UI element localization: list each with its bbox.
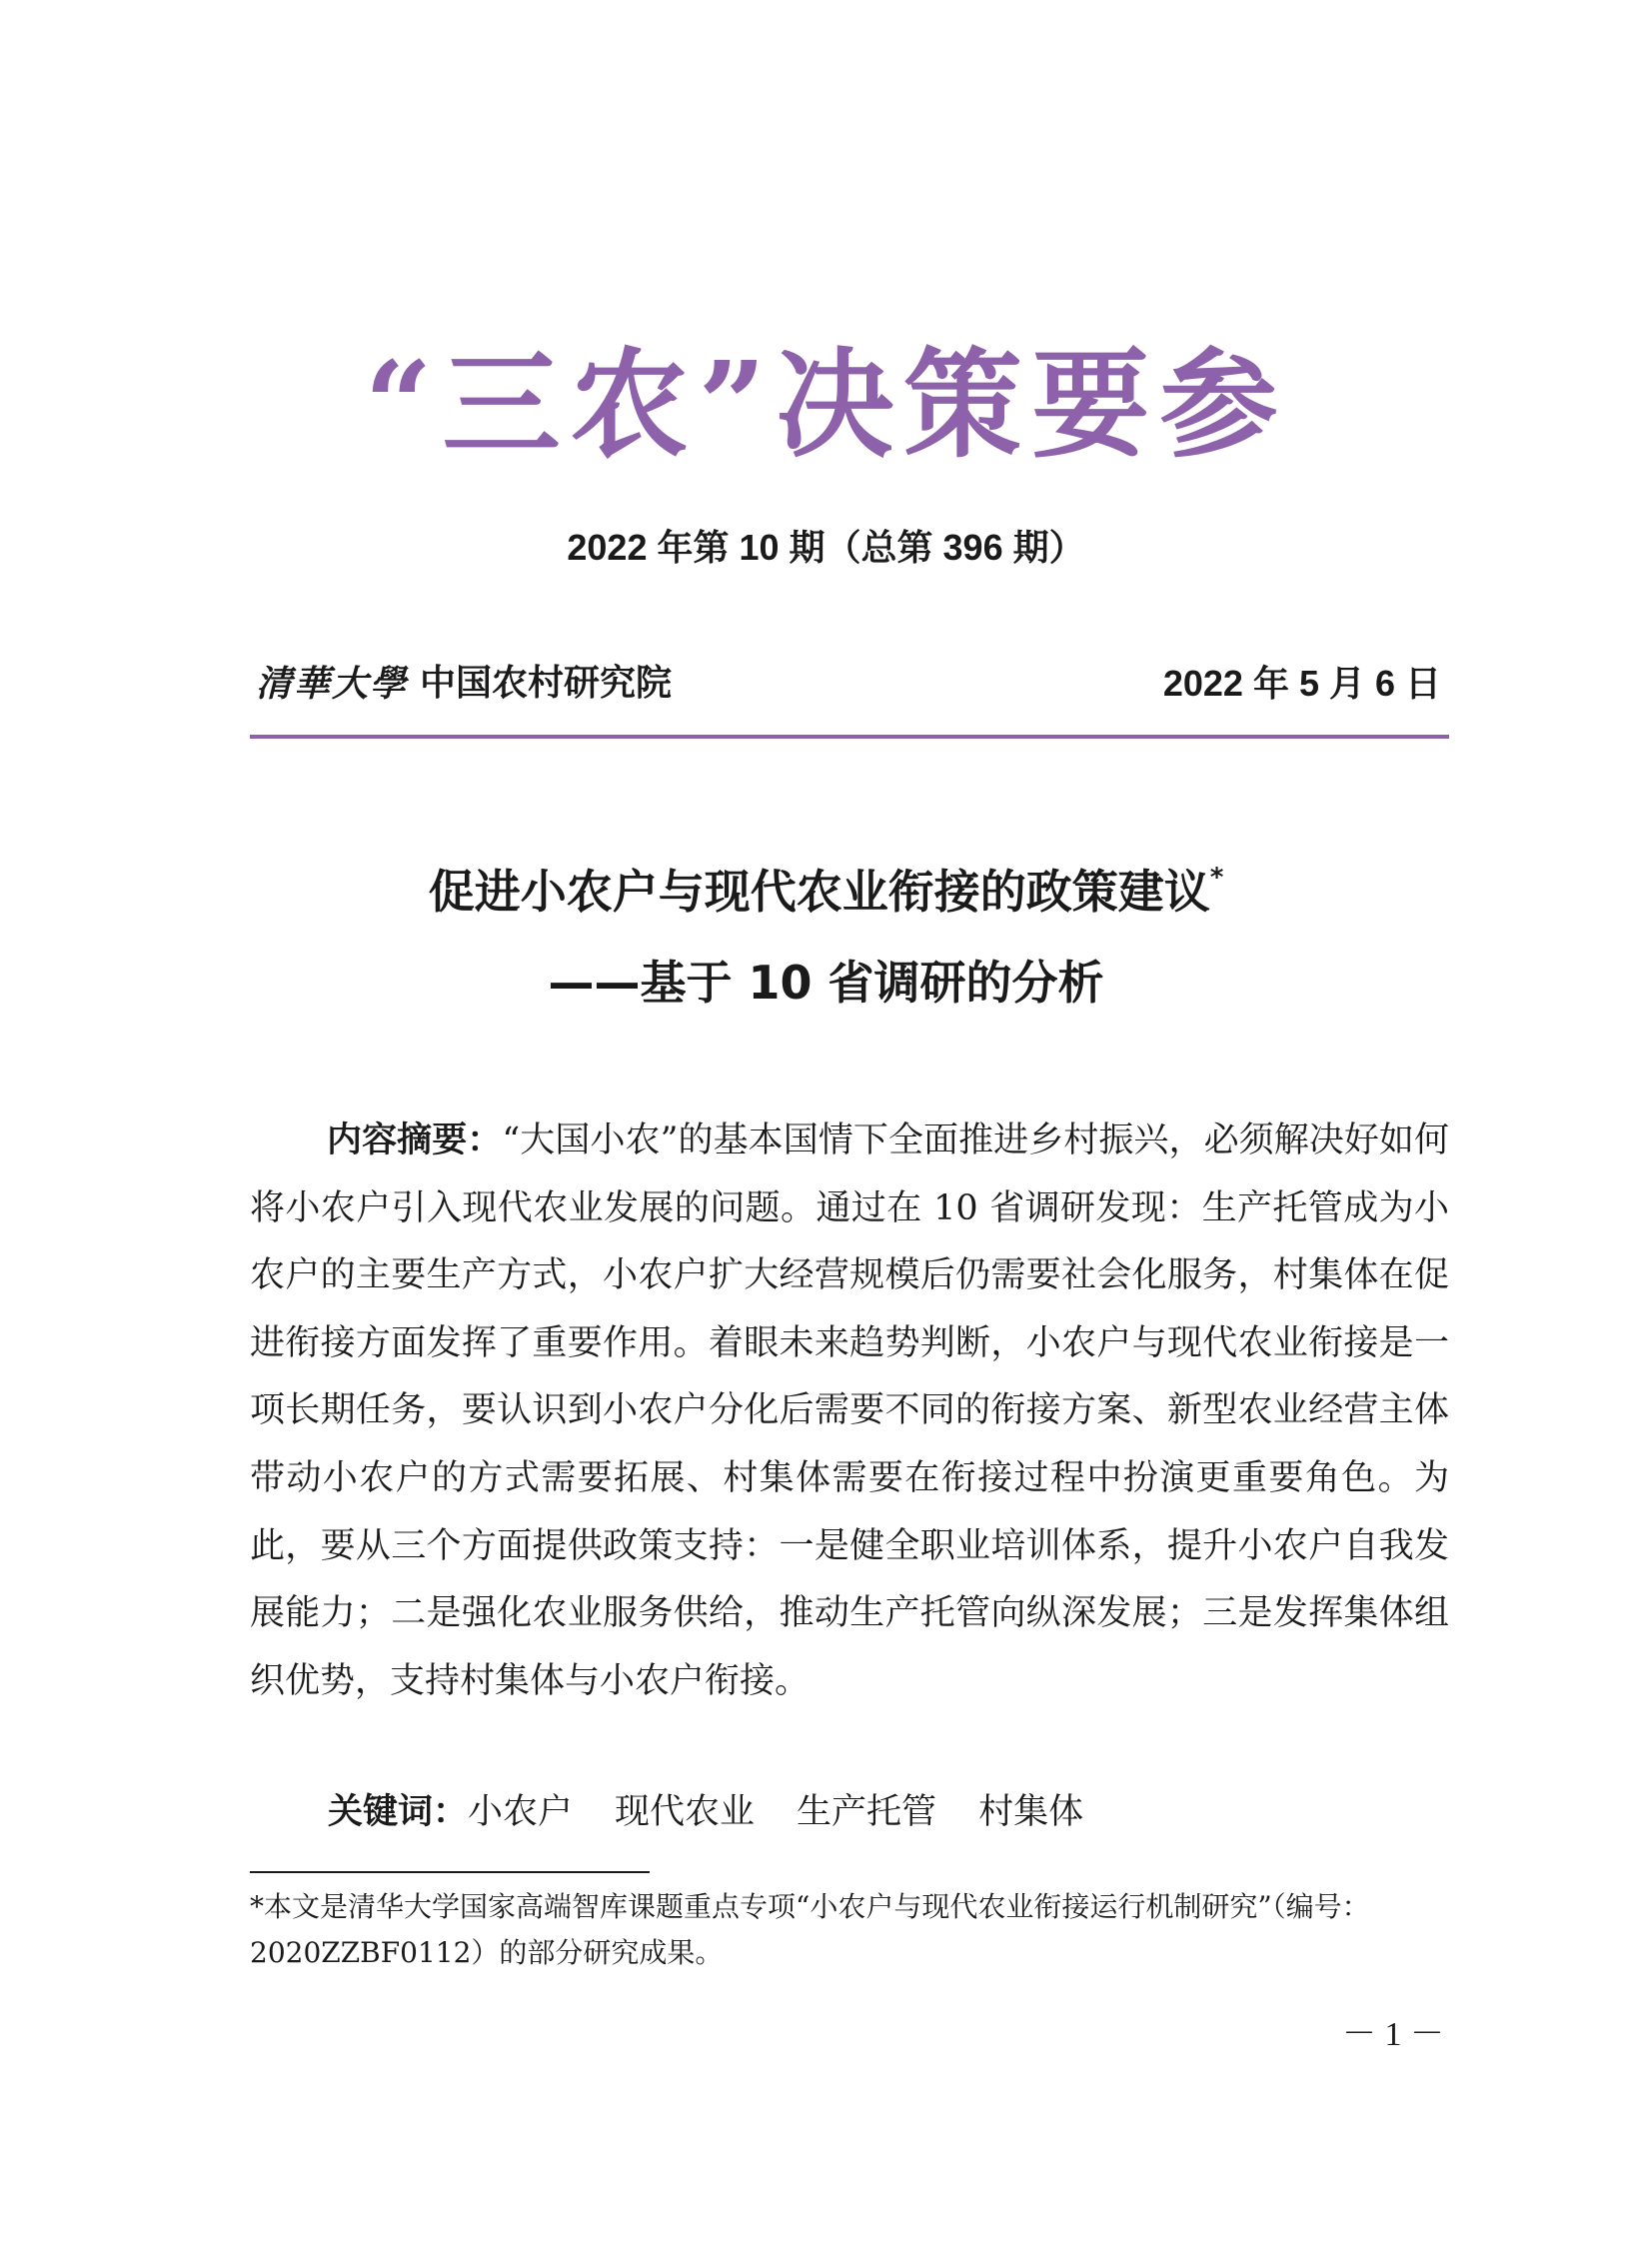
publisher-row (250, 655, 1449, 715)
article-subtitle: ——基于 10 省调研的分析 (548, 956, 1104, 1010)
article-title (0, 857, 1652, 927)
page-number: － 1 － (1342, 2016, 1444, 2053)
keyword: 现代农业 (615, 1792, 756, 1832)
abstract-paragraph (250, 1108, 1449, 1715)
keywords-label: 关键词： (328, 1792, 469, 1832)
header-divider (250, 735, 1449, 739)
abstract-label: 内容摘要： (327, 1121, 503, 1160)
keyword: 小农户 (468, 1792, 574, 1832)
abstract-text: “大国小农”的基本国情下全面推进乡村振兴，必须解决好如何将小农户引入现代农业发展的问题。通过在 10 省调研发现：生产托管成为小农户的主要生产方式，小农户扩大经营规模后仍需要社会化服务，村集体在促进衔接方面发挥了重要作用。着眼未来趋势判断，小农户与现代农业衔接是一项长期任务，要认识到小农户分化后需要不同的衔接方案、新型农业经营主体带动小农户的方式需要拓展、村集体需要在衔接过程中扮演更重要角色。为此，要从三个方面提供政策支持：一是健全职业培训体系，提升小农户自我发展能力；二是强化农业服务供给，推动生产托管向纵深发展；三是发挥集体组织优势，支持村集体与小农户衔接。 (250, 1121, 1449, 1701)
keyword: 生产托管 (797, 1792, 937, 1832)
masthead-title: “三农”决策要参 (364, 335, 1288, 474)
issue-number: 2022 年第 10 期（总第 396 期） (567, 527, 1085, 568)
institute-name: 中国农村研究院 (420, 663, 673, 704)
keyword: 村集体 (978, 1792, 1084, 1832)
title-footnote-mark: * (1209, 863, 1224, 893)
footnote: *本文是清华大学国家高端智库课题重点专项“小农户与现代农业衔接运行机制研究”（编号：2020ZZBF0112）的部分研究成果。 (250, 1890, 1370, 1969)
footnote-divider (250, 1871, 650, 1873)
keywords-line (328, 1782, 1447, 1842)
article-title-text: 促进小农户与现代农业衔接的政策建议 (428, 865, 1210, 919)
university-logo: 清華大學 (256, 663, 409, 705)
publication-date: 2022 年 5 月 6 日 (1162, 663, 1441, 704)
